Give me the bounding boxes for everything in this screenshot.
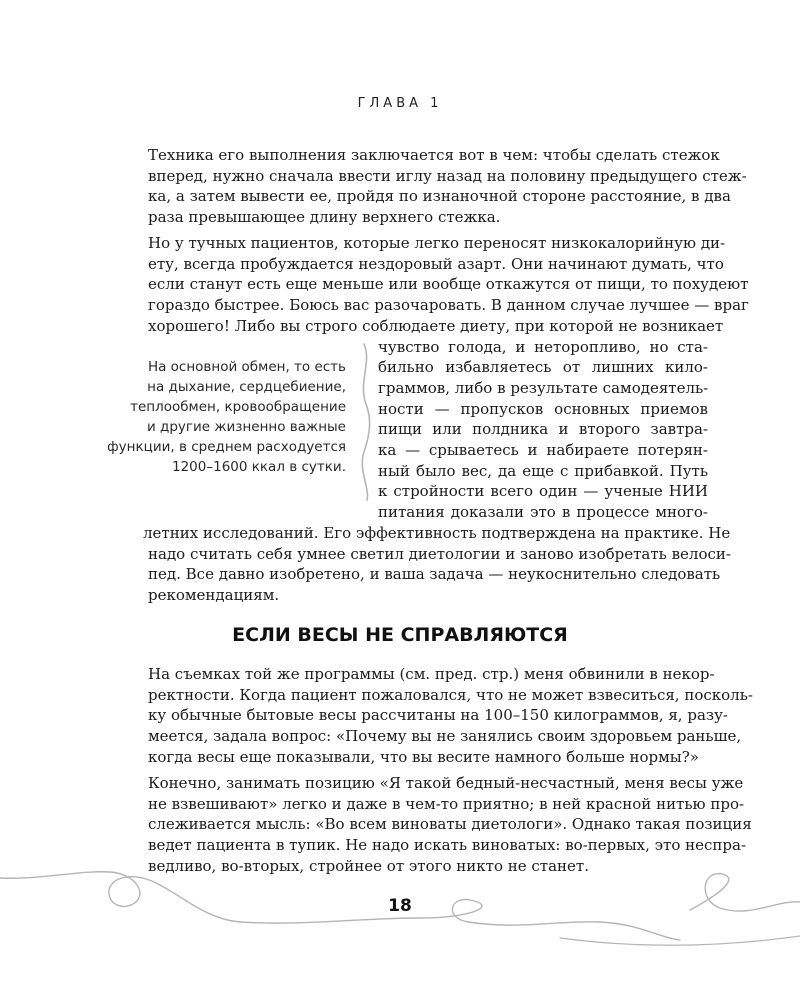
text-line: бильно избавляетесь от лишних кило- [378,358,708,377]
text-line: гораздо быстрее. Боюсь вас разочаровать. В данном случае лучшее — враг [148,296,749,315]
text-line: когда весы еще показывали, что вы весите намного больше нормы?» [148,747,699,766]
text-line: ный было вес, да еще с прибавкой. Путь [378,461,708,480]
text-line: пищи или полдника и второго завтра- [378,420,708,439]
text-line: На съемках той же программы (см. пред. стр.) меня обвинили в некор- [148,665,715,683]
text-line: ности — пропусков основных приемов [378,399,708,418]
paragraph-3 [148,664,753,768]
text-line: если станут есть еще меньше или вообще откажутся от пищи, то похудеют [148,275,749,294]
text-line: раза превышающее длину верхнего стежка. [148,208,501,227]
sidenote [88,357,346,477]
text-line: летних исследований. Его эффективность подтверждена на практике. Не [143,523,731,542]
text-line: ку обычные бытовые весы рассчитаны на 100–150 килограммов, я, разу- [148,706,728,725]
text-line: хорошего! Либо вы строго соблюдаете диету, при которой не возникает [148,316,724,335]
text-line: рекомендациям. [148,585,280,604]
sidenote-line: функции, в среднем расходуется [107,439,346,455]
page-number: 18 [388,896,412,916]
text-line: вперед, нужно сначала ввести иглу назад на половину предыдущего стеж- [148,166,747,185]
text-line: чувство голода, и неторопливо, но ста- [378,337,708,356]
chapter-header: ГЛАВА 1 [357,96,443,111]
text-line: Конечно, занимать позицию «Я такой бедный-несчастный, меня весы уже [148,774,744,792]
section-heading: ЕСЛИ ВЕСЫ НЕ СПРАВЛЯЮТСЯ [232,624,568,646]
sidenote-line: и другие жизненно важные [146,419,346,435]
sidenote-line: На основной обмен, то есть [147,359,346,375]
sidenote-line: 1200–1600 ккал в сутки. [172,459,346,475]
sidenote-brace-decoration [356,342,382,502]
text-line: ка, а затем вывести ее, пройдя по изнаночной стороне расстояние, в два [148,187,731,206]
text-line: ведливо, во-вторых, стройнее от этого никто не станет. [148,856,589,875]
text-line: ету, всегда пробуждается нездоровый азарт. Они начинают думать, что [148,254,724,273]
text-line: к стройности всего один — ученые НИИ [378,482,708,501]
text-line: не взвешивают» легко и даже в чем-то приятно; в ней красной нитью про- [148,794,745,813]
text-line: Техника его выполнения заключается вот в чем: чтобы сделать стежок [148,146,720,164]
text-line: ведет пациента в тупик. Не надо искать виноватых: во-первых, это неспра- [148,836,747,855]
sidenote-line: теплообмен, кровообращение [130,399,346,415]
text-line: граммов, либо в результате самодеятель- [378,378,709,397]
text-line: слеживается мысль: «Во всем виноваты диетологи». Однако такая позиция [148,815,752,834]
text-line: надо считать себя умнее светил диетологии и заново изобретать велоси- [148,544,731,563]
text-line: меется, задала вопрос: «Почему вы не занялись своим здоровьем раньше, [148,727,742,746]
text-line: ректности. Когда пациент пожаловался, что не может взвеситься, посколь- [148,685,753,704]
paragraph-1 [148,145,747,228]
sidenote-line: на дыхание, сердцебиение, [147,379,346,395]
text-line: питания доказали это в процессе много- [378,503,708,522]
text-line: пед. Все давно изобретено, и ваша задача — неукоснительно следовать [148,565,721,584]
text-line: ка — срываетесь и набираете потерян- [378,441,708,460]
text-line: Но у тучных пациентов, которые легко переносят низкокалорийную ди- [148,234,726,252]
